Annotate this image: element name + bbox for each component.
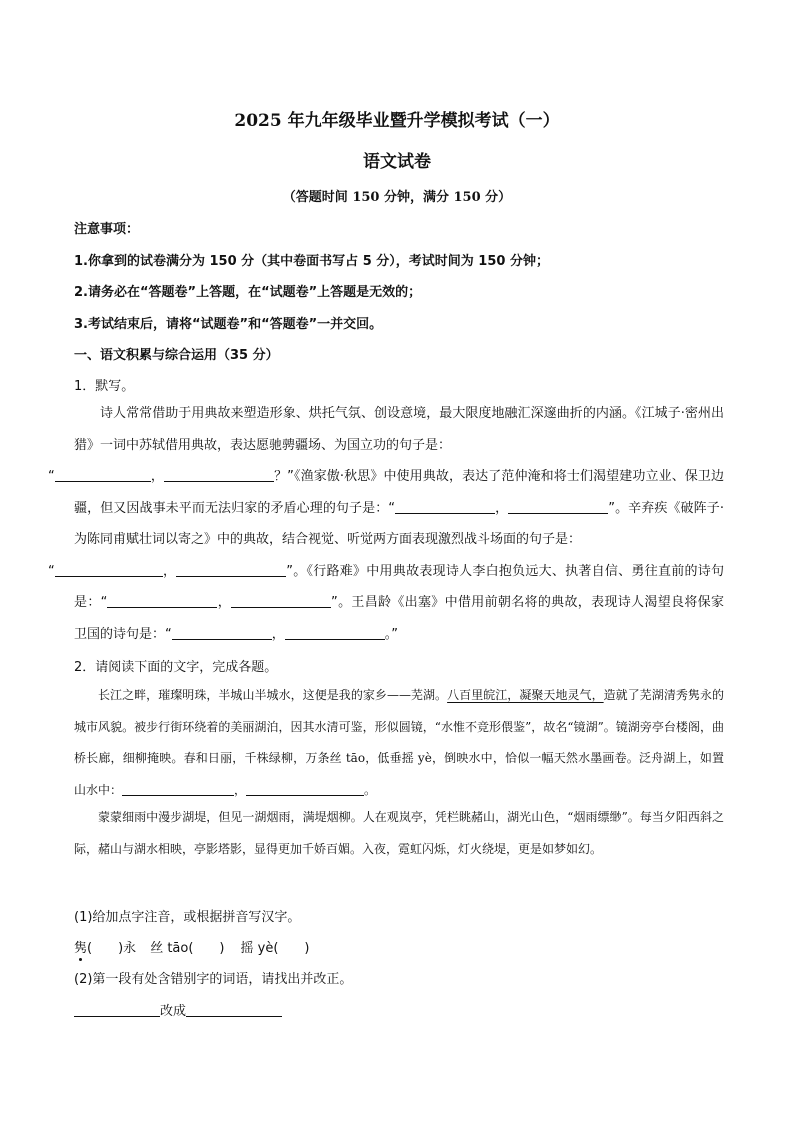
paren-close: ) — [118, 941, 124, 956]
q1-comma: ， — [162, 563, 177, 579]
q1-comma: ， — [495, 500, 509, 516]
passage-comma: ， — [234, 782, 247, 797]
answer-blank[interactable] — [74, 1002, 160, 1017]
sub-question-2: (2)第一段有处含错别字的词语，请找出并改正。 — [74, 972, 353, 987]
q1-quote-1: “ — [48, 469, 55, 484]
underlined-sentence: 八百里皖江，凝聚天地灵气， — [447, 688, 604, 702]
answer-blank[interactable] — [107, 593, 217, 608]
q1-comma: ， — [217, 595, 232, 610]
answer-blank[interactable] — [231, 593, 331, 608]
pinyin-item-tao: 丝 tāo( — [150, 941, 194, 956]
section-1-heading: 一、语文积累与综合运用（35 分） — [74, 348, 279, 363]
notice-item-2: 2.请务必在“答题卷”上答题，在“试题卷”上答题是无效的； — [74, 285, 422, 300]
pinyin-item-ye: 摇 yè( — [240, 941, 279, 956]
answer-blank[interactable] — [55, 467, 151, 482]
paren-close: ) — [304, 941, 310, 956]
q1-sentence-2: ”。辛弃疾《破阵子·为陈同甫赋壮词以寄之》中的典故，结合视觉、听觉两方面表现激烈战斗场面的句子是： — [74, 500, 724, 547]
answer-blank[interactable] — [246, 781, 364, 796]
exam-title: 2025 年九年级毕业暨升学模拟考试（一） — [234, 111, 560, 131]
answer-blank[interactable] — [164, 467, 274, 482]
passage-period: 。 — [364, 782, 377, 797]
q1-sentence-3: ”。《行路难》中用典故表现诗人李白抱负远大、执著自信、勇往直前的诗句是：“ — [74, 563, 724, 610]
sub-question-1-items — [74, 937, 309, 956]
q1-intro: 诗人常常借助于用典故来塑造形象、烘托气氛、创设意境，最大限度地融汇深邃曲折的内涵。《江城子·密州出猎》一词中苏轼借用典故，表达愿驰骋疆场、为国立功的句子是： — [74, 406, 724, 453]
dotted-char: 隽 — [74, 941, 88, 956]
answer-blank[interactable] — [176, 562, 286, 577]
notice-item-3: 3.考试结束后，请将“试题卷”和“答题卷”一并交回。 — [74, 317, 383, 332]
answer-blank[interactable] — [186, 1002, 282, 1017]
passage-paragraph-2: 蒙蒙细雨中漫步湖堤，但见一湖烟雨，满堤烟柳。人在观岚亭，凭栏眺赭山，湖光山色，“烟雨缥缈”。每当夕阳西斜之际，赭山与湖水相映，亭影塔影，显得更加千娇百媚。入夜，霓虹闪烁，灯火绕堤，更是如梦如幻。 — [74, 810, 724, 856]
paren-open: ( — [87, 941, 93, 956]
q1-quote-2: “ — [48, 563, 55, 579]
q1-comma: ， — [150, 469, 164, 484]
q1-comma: ， — [271, 626, 285, 642]
sub-question-1: (1)给加点字注音，或根据拼音写汉字。 — [74, 910, 301, 925]
exam-time-note: （答题时间 150 分钟，满分 150 分） — [282, 190, 512, 205]
question-2-label: 2．请阅读下面的文字，完成各题。 — [74, 660, 278, 675]
change-to-label: 改成 — [160, 1004, 187, 1019]
passage-paragraph-1 — [74, 680, 724, 806]
answer-blank[interactable] — [285, 625, 385, 640]
answer-blank[interactable] — [508, 499, 608, 514]
exam-subject: 语文试卷 — [363, 152, 431, 172]
passage-text: 造就了芜湖清秀隽永的城市风貌。被步行街环绕着的美丽湖泊，因其水清可鉴，形似圆镜，“水惟不竞形偎鉴”，故名“镜湖”。镜湖旁亭台楼阁，曲桥长廊，细柳掩映。春和日丽，千株绿柳，万条丝 tāo，低垂摇 yè，倒映水中，恰似一幅天然水墨画卷。泛舟湖上，如置山水中： — [74, 688, 724, 797]
q1-sentence-4: ”。王昌龄《出塞》中借用前朝名将的典故，表现诗人渴望良将保家卫国的诗句是：“ — [74, 595, 724, 642]
q1-sentence-5: 。” — [384, 626, 399, 642]
answer-blank[interactable] — [395, 499, 495, 514]
question-1-label: 1．默写。 — [74, 379, 135, 394]
paren-close: ) — [219, 941, 225, 956]
answer-blank[interactable] — [172, 625, 272, 640]
answer-blank[interactable] — [55, 562, 163, 577]
notice-heading: 注意事项： — [74, 222, 140, 237]
q1-sentence-1: ？”《渔家傲·秋思》中使用典故，表达了范仲淹和将士们渴望建功立业、保卫边疆，但又因战事未平而无法归家的矛盾心理的句子是：“ — [74, 469, 724, 516]
notice-item-1: 1.你拿到的试卷满分为 150 分（其中卷面书写占 5 分），考试时间为 150 分钟； — [74, 254, 549, 269]
sub-question-2-answer — [74, 1000, 282, 1019]
word-rest: 永 — [123, 941, 137, 956]
passage-text: 长江之畔，璀璨明珠，半城山半城水，这便是我的家乡——芜湖。 — [98, 688, 448, 702]
question-1-text — [48, 398, 724, 650]
answer-blank[interactable] — [122, 781, 234, 796]
